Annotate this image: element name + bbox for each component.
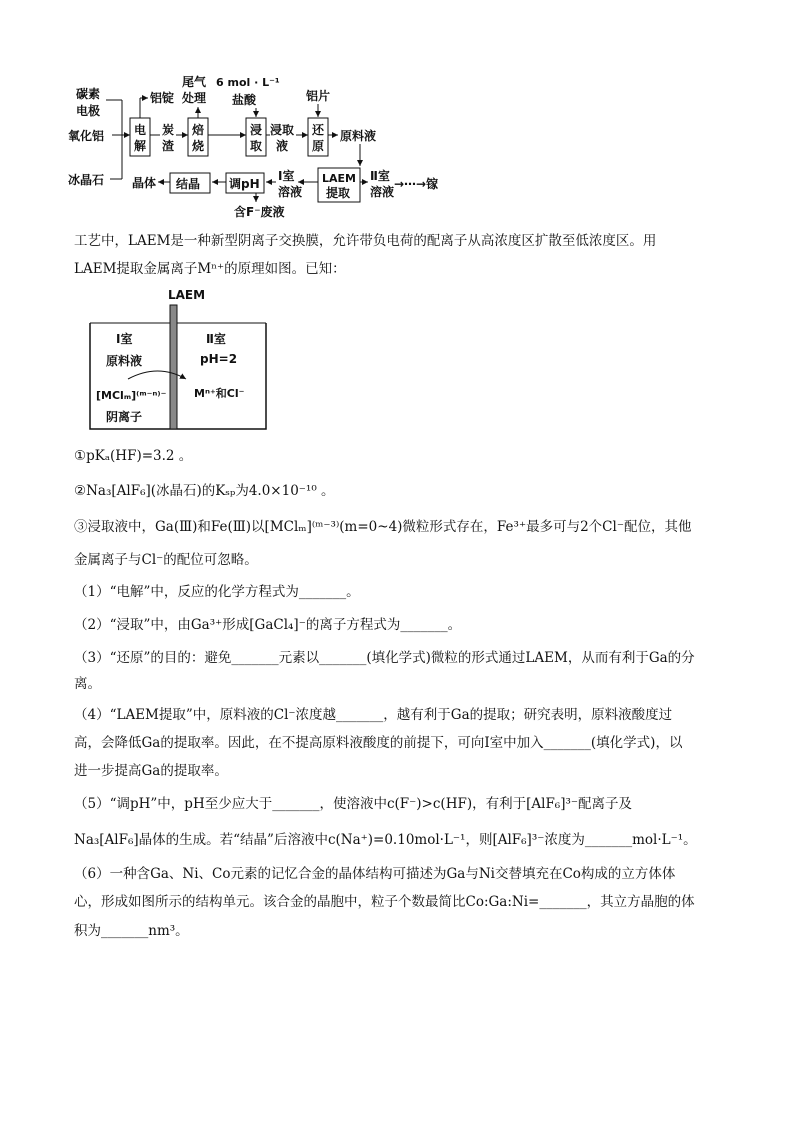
question-3-cont: 离。 bbox=[74, 676, 101, 692]
input-electrode: 电极 bbox=[76, 104, 101, 118]
input-alumina: 氧化铝 bbox=[68, 129, 105, 143]
input-cryolite: 冰晶石 bbox=[68, 173, 105, 187]
svg-text:溶液: 溶液 bbox=[278, 185, 303, 199]
known-3: ③浸取液中，Ga(Ⅲ)和Fe(Ⅲ)以[MClₘ]⁽ᵐ⁻³⁾(m=0~4)微粒形式存在，Fe³⁺最多可与2个Cl⁻配位，其他 bbox=[74, 519, 692, 535]
svg-text:Ⅰ室: Ⅰ室 bbox=[116, 332, 133, 346]
question-5-cont: Na₃[AlF₆]晶体的生成。若“结晶”后溶液中c(Na⁺)=0.10mol·L⁻¹，则[AlF₆]³⁻浓度为_______mol·L⁻¹。 bbox=[74, 832, 697, 848]
svg-text:阴离子: 阴离子 bbox=[106, 410, 143, 424]
svg-text:还: 还 bbox=[312, 123, 325, 137]
svg-text:解: 解 bbox=[134, 139, 147, 153]
svg-text:取: 取 bbox=[250, 139, 263, 153]
svg-text:处理: 处理 bbox=[182, 91, 207, 105]
crystal-label: 晶体 bbox=[132, 176, 157, 190]
svg-text:焙: 焙 bbox=[192, 123, 205, 137]
svg-text:盐酸: 盐酸 bbox=[232, 93, 257, 107]
svg-text:浸取: 浸取 bbox=[270, 123, 295, 137]
input-carbon: 碳素 bbox=[76, 87, 101, 101]
svg-text:Ⅱ室: Ⅱ室 bbox=[370, 169, 390, 183]
question-6-cont-2: 积为_______nm³。 bbox=[74, 923, 189, 939]
gallium-label: →⋯→镓 bbox=[394, 177, 439, 191]
cation-label: Mⁿ⁺和Cl⁻ bbox=[194, 387, 245, 400]
svg-text:调pH: 调pH bbox=[229, 177, 260, 191]
svg-text:pH=2: pH=2 bbox=[200, 352, 238, 366]
aluminum-ingot-label: 铝锭 bbox=[150, 91, 175, 105]
svg-text:LAEM: LAEM bbox=[322, 172, 356, 185]
membrane-diagram bbox=[88, 283, 288, 433]
laem-label: LAEM bbox=[168, 288, 206, 302]
question-3: （3）“还原”的目的：避免_______元素以_______(填化学式)微粒的形式通过LAEM，从而有利于Ga的分 bbox=[74, 650, 695, 666]
svg-text:尾气: 尾气 bbox=[182, 75, 207, 89]
known-2: ②Na₃[AlF₆](冰晶石)的Kₛₚ为4.0×10⁻¹⁰ 。 bbox=[74, 483, 335, 499]
svg-text:渣: 渣 bbox=[162, 139, 175, 153]
svg-text:原料液: 原料液 bbox=[106, 354, 143, 368]
process-flowchart bbox=[66, 70, 456, 225]
svg-text:Ⅰ室: Ⅰ室 bbox=[278, 169, 295, 183]
question-4-cont-2: 进一步提高Ga的提取率。 bbox=[74, 763, 228, 779]
question-1: （1）“电解”中，反应的化学方程式为_______。 bbox=[74, 584, 360, 600]
raw-solution-label: 原料液 bbox=[340, 129, 377, 143]
svg-text:铝片: 铝片 bbox=[306, 89, 331, 103]
known-1: ①pKₐ(HF)=3.2 。 bbox=[74, 448, 193, 464]
svg-text:原: 原 bbox=[312, 139, 325, 153]
svg-text:烧: 烧 bbox=[192, 139, 205, 153]
question-5: （5）“调pH”中，pH至少应大于_______，使溶液中c(F⁻)>c(HF)，有利于[AlF₆]³⁻配离子及 bbox=[74, 796, 633, 812]
question-2: （2）“浸取”中，由Ga³⁺形成[GaCl₄]⁻的离子方程式为_______。 bbox=[74, 617, 462, 633]
question-4: （4）“LAEM提取”中，原料液的Cl⁻浓度越_______，越有利于Ga的提取；研究表明，原料液酸度过 bbox=[74, 707, 673, 723]
question-6-cont-1: 心，形成如图所示的结构单元。该合金的晶胞中，粒子个数最简比Co:Ga:Ni=_______，其立方晶胞的体 bbox=[74, 894, 695, 910]
svg-text:浸: 浸 bbox=[250, 123, 263, 137]
svg-text:液: 液 bbox=[276, 139, 289, 153]
intro-line-2: LAEM提取金属离子Mⁿ⁺的原理如图。已知： bbox=[74, 261, 346, 277]
svg-text:提取: 提取 bbox=[326, 186, 351, 200]
question-4-cont-1: 高，会降低Ga的提取率。因此，在不提高原料液酸度的前提下，可向Ⅰ室中加入_______(填化学式)，以 bbox=[74, 735, 683, 751]
anion-formula: [MClₘ]⁽ᵐ⁻ⁿ⁾⁻ bbox=[96, 389, 167, 402]
question-6: （6）一种含Ga、Ni、Co元素的记忆合金的晶体结构可描述为Ga与Ni交替填充在Co构成的立方体体 bbox=[74, 866, 676, 882]
svg-text:电: 电 bbox=[134, 123, 147, 137]
svg-text:炭: 炭 bbox=[162, 123, 175, 137]
intro-line-1: 工艺中，LAEM是一种新型阴离子交换膜，允许带负电荷的配离子从高浓度区扩散至低浓度区。用 bbox=[74, 233, 657, 249]
svg-text:结晶: 结晶 bbox=[176, 177, 201, 191]
svg-text:溶液: 溶液 bbox=[370, 185, 395, 199]
svg-text:Ⅱ室: Ⅱ室 bbox=[206, 332, 226, 346]
waste-label: 含F⁻废液 bbox=[234, 205, 285, 219]
hcl-concentration: 6 mol · L⁻¹ bbox=[216, 76, 280, 89]
laem-membrane bbox=[170, 305, 177, 429]
known-3-cont: 金属离子与Cl⁻的配位可忽略。 bbox=[74, 552, 258, 568]
